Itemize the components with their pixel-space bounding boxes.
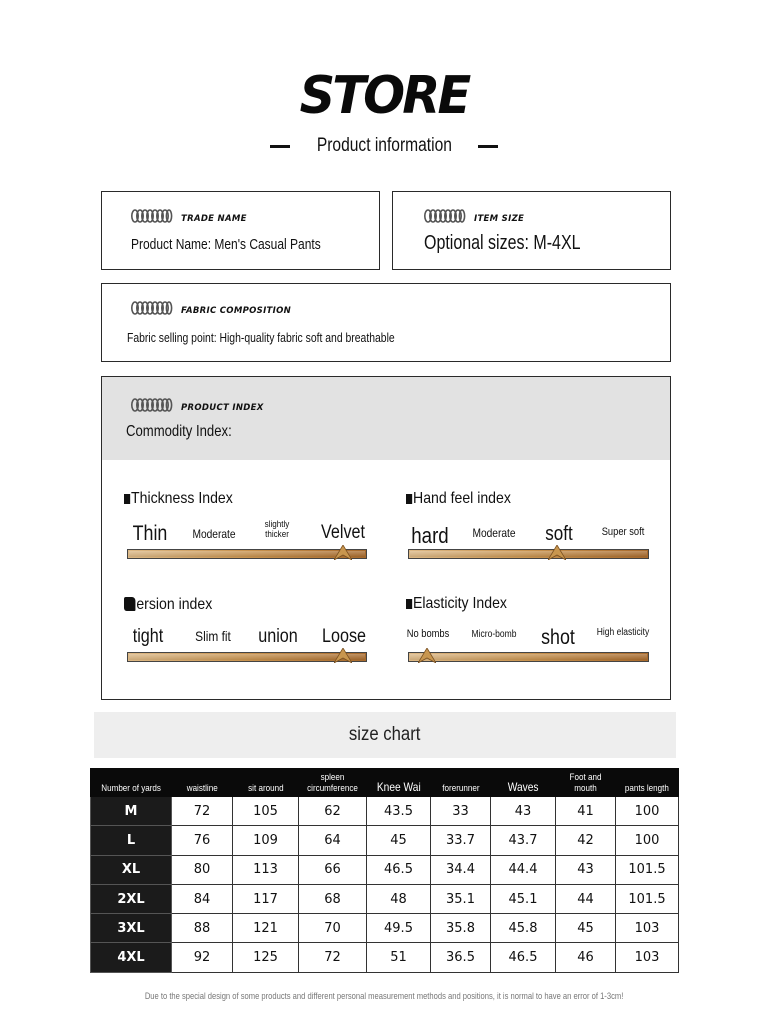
trade-name-label [130, 208, 247, 229]
hand-feel-label-3: soft [545, 523, 573, 545]
bullet-icon [124, 494, 130, 504]
elasticity-label-2: Micro-bomb [471, 629, 517, 640]
table-cell: 66 [299, 855, 367, 884]
spring-coil-icon [130, 208, 173, 229]
header-foot-and-mouth: Foot and mouth [556, 769, 616, 797]
product-index-label [130, 397, 264, 418]
thickness-index-label: Thickness Index [131, 490, 233, 507]
table-cell: 117 [233, 884, 299, 913]
table-cell: 43 [556, 855, 616, 884]
table-cell: 68 [299, 884, 367, 913]
table-cell: 33.7 [431, 826, 491, 855]
bullet-icon [124, 597, 135, 611]
version-label-2: Slim fit [195, 628, 231, 644]
table-cell: 43 [491, 797, 556, 826]
table-cell: 36.5 [431, 943, 491, 972]
product-index-tag: PRODUCT INDEX [181, 402, 264, 413]
table-cell: 34.4 [431, 855, 491, 884]
table-cell: 70 [299, 914, 367, 943]
fabric-selling-point-text: Fabric selling point: High-quality fabric soft and breathable [127, 330, 395, 345]
fabric-composition-box [101, 283, 671, 362]
hand-feel-label-4: Super soft [601, 526, 645, 538]
hand-feel-index-title [406, 490, 511, 508]
version-label-4: Loose [321, 626, 367, 647]
thickness-label-2: Moderate [192, 527, 236, 541]
table-cell: 45.8 [491, 914, 556, 943]
hand-feel-label-2: Moderate [472, 526, 516, 540]
table-cell: 72 [299, 943, 367, 972]
table-cell: 64 [299, 826, 367, 855]
elasticity-index-title [406, 595, 507, 613]
table-cell: 41 [556, 797, 616, 826]
table-cell: 35.8 [431, 914, 491, 943]
version-label-3: union [258, 626, 298, 647]
table-cell: 46 [556, 943, 616, 972]
table-cell: 46.5 [367, 855, 431, 884]
table-cell: 44.4 [491, 855, 556, 884]
product-index-box [101, 376, 671, 700]
size-table [90, 768, 679, 973]
table-cell: 45.1 [491, 884, 556, 913]
table-cell: 101.5 [616, 884, 679, 913]
triangle-marker-icon [334, 648, 352, 663]
hand-feel-index-label: Hand feel index [413, 490, 511, 507]
table-cell: 45 [556, 914, 616, 943]
triangle-marker-icon [548, 545, 566, 560]
table-row [91, 797, 679, 826]
table-cell: 113 [233, 855, 299, 884]
table-cell: 35.1 [431, 884, 491, 913]
thickness-scale-bar [127, 549, 367, 559]
table-cell: 121 [233, 914, 299, 943]
heading-dash-right [478, 145, 498, 148]
table-row [91, 826, 679, 855]
table-cell: 72 [172, 797, 233, 826]
fabric-tag: FABRIC COMPOSITION [181, 305, 292, 316]
hand-feel-scale-bar [408, 549, 649, 559]
table-row [91, 943, 679, 972]
size-chart-banner [94, 712, 676, 758]
table-cell: 125 [233, 943, 299, 972]
item-size-tag: ITEM SIZE [474, 213, 525, 224]
table-cell: 80 [172, 855, 233, 884]
product-info-heading [0, 133, 768, 159]
table-cell: 43.7 [491, 826, 556, 855]
table-cell: 51 [367, 943, 431, 972]
size-chart-title: size chart [349, 724, 421, 745]
elasticity-label-4: High elasticity [596, 627, 650, 638]
disclaimer-text: Due to the special design of some products and different personal measurement methods and positions, it is normal to have an error of 1-3cm! [144, 991, 624, 1002]
elasticity-label-1: No bombs [406, 628, 450, 640]
bullet-icon [406, 494, 412, 504]
table-cell: 109 [233, 826, 299, 855]
thickness-label-1: Thin [132, 522, 168, 545]
table-cell: 100 [616, 797, 679, 826]
version-index-title [124, 596, 212, 614]
elasticity-index-label: Elasticity Index [413, 595, 507, 612]
spring-coil-icon [423, 208, 466, 229]
table-cell: 103 [616, 914, 679, 943]
table-cell: 45 [367, 826, 431, 855]
store-logo: STORE [299, 66, 469, 126]
table-cell: 43.5 [367, 797, 431, 826]
size-cell: M [91, 797, 172, 826]
size-table-header-row [91, 769, 679, 797]
table-cell: 105 [233, 797, 299, 826]
header-number-of-yards: Number of yards [91, 769, 172, 797]
version-label-1: tight [132, 626, 164, 647]
bullet-icon [406, 599, 412, 609]
header-pants-length: pants length [616, 769, 679, 797]
table-cell: 46.5 [491, 943, 556, 972]
header-waves: Waves [491, 769, 556, 797]
thickness-index-title [124, 490, 233, 508]
item-size-label [423, 208, 524, 229]
triangle-marker-icon [334, 545, 352, 560]
optional-sizes-text: Optional sizes: M-4XL [424, 232, 581, 254]
heading-dash-left [270, 145, 290, 148]
triangle-marker-icon [418, 648, 436, 663]
size-cell: XL [91, 855, 172, 884]
table-cell: 48 [367, 884, 431, 913]
thickness-label-4: Velvet [320, 522, 366, 543]
table-cell: 44 [556, 884, 616, 913]
header-forerunner: forerunner [431, 769, 491, 797]
table-cell: 101.5 [616, 855, 679, 884]
table-cell: 62 [299, 797, 367, 826]
product-index-header [102, 377, 670, 460]
hand-feel-label-1: hard [411, 523, 449, 548]
table-cell: 88 [172, 914, 233, 943]
elasticity-scale-bar [408, 652, 649, 662]
size-cell: L [91, 826, 172, 855]
header-spleen-circumference: spleen circumference [299, 769, 367, 797]
commodity-index-heading: Commodity Index: [126, 423, 232, 440]
table-cell: 92 [172, 943, 233, 972]
table-cell: 103 [616, 943, 679, 972]
table-cell: 84 [172, 884, 233, 913]
table-row [91, 855, 679, 884]
header-sit-around: sit around [233, 769, 299, 797]
size-cell: 2XL [91, 884, 172, 913]
table-row [91, 884, 679, 913]
item-size-box [392, 191, 671, 270]
trade-name-box [101, 191, 380, 270]
table-cell: 49.5 [367, 914, 431, 943]
table-cell: 33 [431, 797, 491, 826]
size-cell: 4XL [91, 943, 172, 972]
spring-coil-icon [130, 397, 173, 418]
table-cell: 42 [556, 826, 616, 855]
table-row [91, 914, 679, 943]
spring-coil-icon [130, 300, 173, 321]
header-knee-wai: Knee Wai [367, 769, 431, 797]
product-name-text: Product Name: Men's Casual Pants [131, 236, 321, 253]
size-cell: 3XL [91, 914, 172, 943]
product-info-title: Product information [316, 135, 452, 156]
table-cell: 100 [616, 826, 679, 855]
trade-name-tag: TRADE NAME [181, 213, 247, 224]
fabric-label [130, 300, 291, 321]
table-cell: 76 [172, 826, 233, 855]
thickness-label-3: slightly thicker [264, 519, 290, 540]
measurement-disclaimer [0, 991, 768, 1002]
elasticity-label-3: shot [541, 626, 575, 649]
header-waistline: waistline [172, 769, 233, 797]
version-scale-bar [127, 652, 367, 662]
version-index-label: ersion index [136, 596, 213, 613]
